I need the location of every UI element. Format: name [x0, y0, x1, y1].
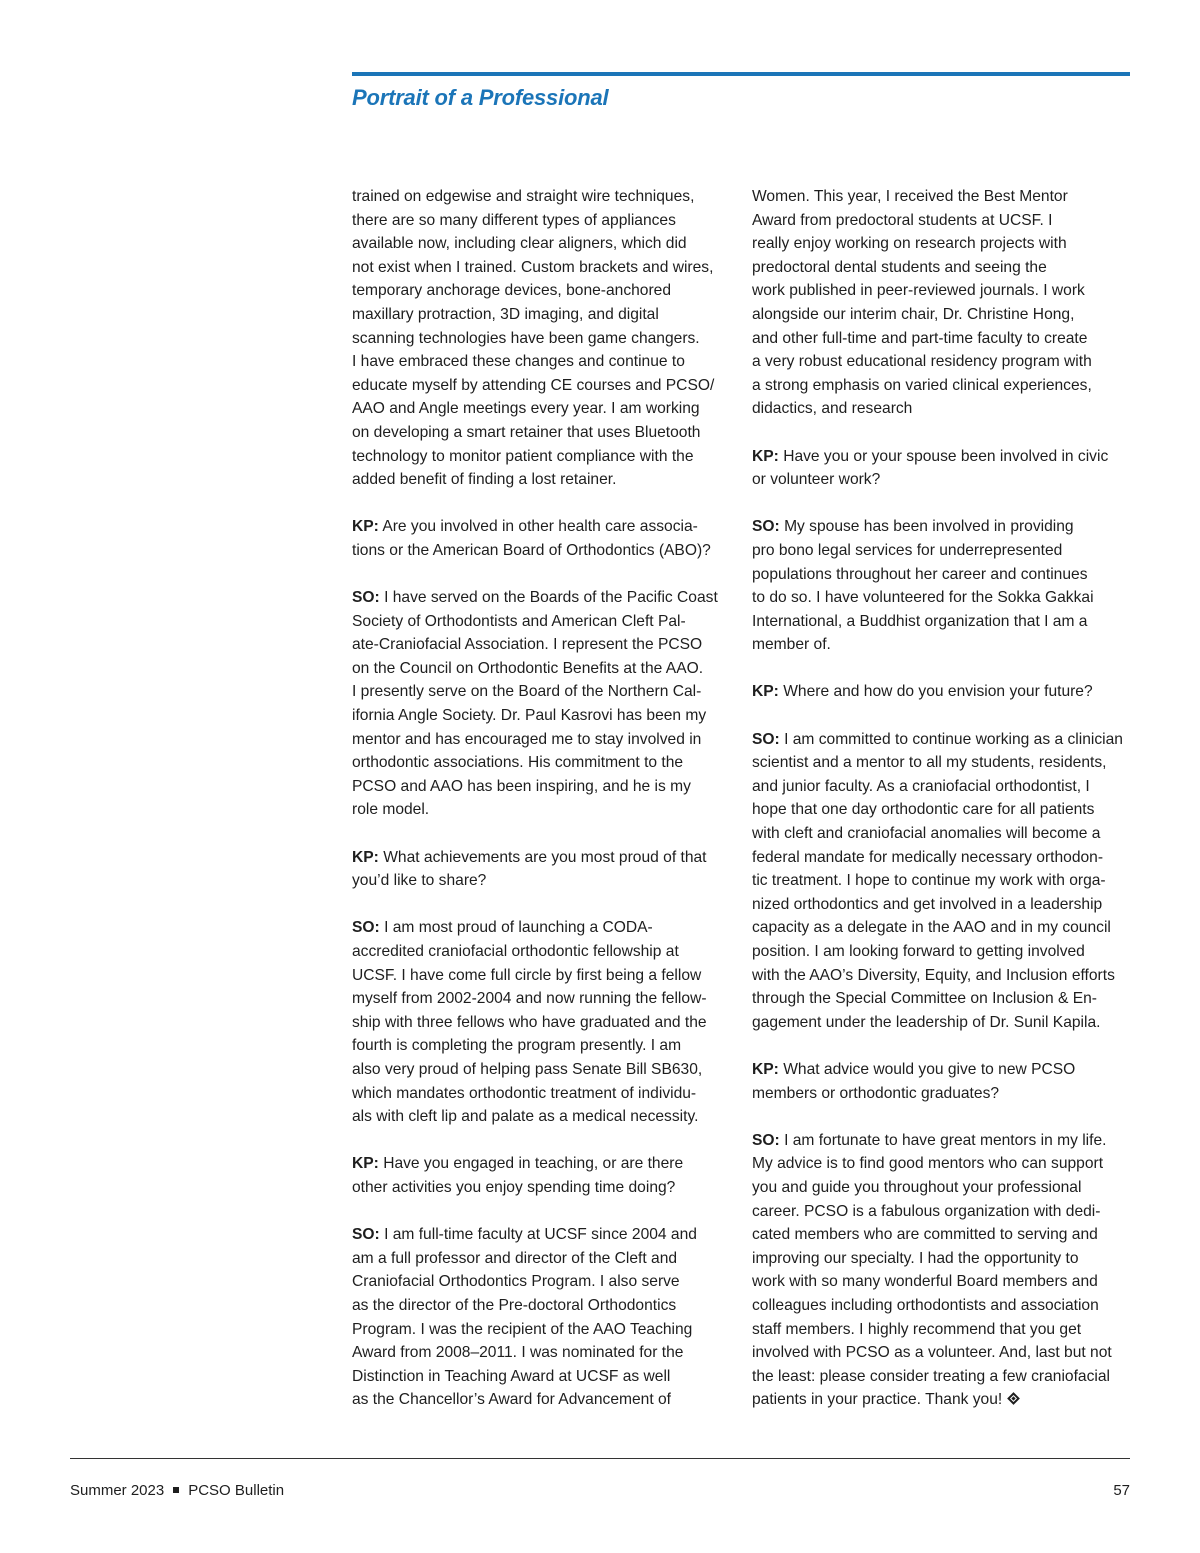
text-line: Craniofacial Orthodontics Program. I also serve — [352, 1273, 680, 1291]
text-line: educate myself by attending CE courses and PCSO/ — [352, 376, 715, 394]
text-line: pro bono legal services for underrepresented — [752, 541, 1063, 559]
text-line: didactics, and research — [752, 400, 913, 418]
text-line: fourth is completing the program presently. I am — [352, 1037, 682, 1055]
text-line: I have embraced these changes and continue to — [352, 353, 685, 371]
speaker-label: KP: — [352, 1155, 379, 1173]
speaker-label: SO: — [352, 919, 380, 937]
continued-paragraph — [352, 185, 734, 492]
text-line: myself from 2002-2004 and now running the fellow- — [352, 990, 707, 1008]
text-line: or volunteer work? — [752, 471, 881, 489]
text-line: Where and how do you envision your future? — [778, 683, 1093, 701]
text-line: What advice would you give to new PCSO — [778, 1060, 1076, 1078]
text-line: really enjoy working on research projects with — [752, 235, 1067, 253]
text-line: on the Council on Orthodontic Benefits at the AAO. — [352, 659, 704, 677]
text-line: I am full-time faculty at UCSF since 2004 and — [379, 1226, 697, 1244]
text-line: colleagues including orthodontists and association — [752, 1296, 1099, 1314]
text-line: and junior faculty. As a craniofacial orthodontist, I — [752, 777, 1090, 795]
footer-publication: PCSO Bulletin — [188, 1482, 285, 1499]
left-column — [352, 185, 734, 1412]
speaker-label: SO: — [352, 589, 380, 607]
text-line: through the Special Committee on Inclusion & En- — [752, 990, 1097, 1008]
text-line: a strong emphasis on varied clinical experiences, — [752, 376, 1092, 394]
text-line: improving our specialty. I had the opportunity to — [752, 1249, 1079, 1267]
text-line: I presently serve on the Board of the Northern Cal- — [352, 683, 702, 701]
text-line: Women. This year, I received the Best Mentor — [752, 188, 1068, 205]
answer-paragraph — [352, 586, 734, 822]
text-line: My advice is to find good mentors who can support — [752, 1155, 1104, 1173]
text-line: Society of Orthodontists and American Cleft Pal- — [352, 612, 686, 630]
text-line: available now, including clear aligners, which did — [352, 235, 687, 253]
text-line: you’d like to share? — [352, 872, 487, 890]
text-line: scientist and a mentor to all my students, residents, — [752, 754, 1107, 772]
speaker-label: KP: — [752, 683, 779, 701]
text-line: which mandates orthodontic treatment of individu- — [352, 1084, 697, 1102]
text-line: ate-Craniofacial Association. I represent the PCSO — [352, 636, 703, 654]
question-paragraph — [752, 445, 1134, 492]
speaker-label: SO: — [752, 518, 780, 536]
end-of-article-icon — [1007, 1392, 1020, 1405]
text-line: I am fortunate to have great mentors in my life. — [779, 1131, 1107, 1149]
text-line: trained on edgewise and straight wire techniques, — [352, 188, 695, 205]
text-line: gagement under the leadership of Dr. Sunil Kapila. — [752, 1013, 1101, 1031]
text-line: added benefit of finding a lost retainer. — [352, 471, 617, 489]
question-paragraph — [752, 680, 1134, 704]
text-line: alongside our interim chair, Dr. Christine Hong, — [752, 305, 1075, 323]
text-line: the least: please consider treating a few craniofacial — [752, 1367, 1110, 1385]
text-line: tic treatment. I hope to continue my work with orga- — [752, 872, 1106, 890]
text-line: also very proud of helping pass Senate Bill SB630, — [352, 1060, 703, 1078]
header-rule — [352, 72, 1130, 76]
text-line: cated members who are committed to serving and — [752, 1226, 1098, 1244]
speaker-label: SO: — [352, 1226, 380, 1244]
square-bullet-icon — [173, 1487, 179, 1493]
answer-paragraph — [752, 1129, 1134, 1412]
speaker-label: SO: — [752, 730, 780, 748]
text-line: work published in peer-reviewed journals. I work — [752, 282, 1085, 300]
question-paragraph — [352, 1152, 734, 1199]
speaker-label: SO: — [752, 1131, 780, 1149]
text-line: to do so. I have volunteered for the Sokka Gakkai — [752, 589, 1094, 607]
speaker-label: KP: — [352, 848, 379, 866]
text-line: capacity as a delegate in the AAO and in my council — [752, 919, 1111, 937]
continued-paragraph — [752, 185, 1134, 421]
text-line: orthodontic associations. His commitment to the — [352, 754, 684, 772]
footer-rule — [70, 1458, 1130, 1459]
text-line: PCSO and AAO has been inspiring, and he is my — [352, 777, 691, 795]
question-paragraph — [352, 515, 734, 562]
text-line: there are so many different types of appliances — [352, 211, 676, 229]
section-title: Portrait of a Professional — [352, 85, 609, 110]
question-paragraph — [752, 1058, 1134, 1105]
text-line: I am most proud of launching a CODA- — [379, 919, 653, 937]
footer-issue-info — [70, 1480, 284, 1502]
text-line: Distinction in Teaching Award at UCSF as well — [352, 1367, 671, 1385]
text-line: Have you or your spouse been involved in civic — [778, 447, 1109, 465]
text-line: am a full professor and director of the Cleft and — [352, 1249, 678, 1267]
text-line: a very robust educational residency program with — [752, 353, 1092, 371]
question-paragraph — [352, 846, 734, 893]
text-line: scanning technologies have been game changers. — [352, 329, 700, 347]
text-line: als with cleft lip and palate as a medical necessity. — [352, 1108, 699, 1126]
text-line: I am committed to continue working as a clinician — [779, 730, 1123, 748]
text-line: technology to monitor patient compliance with the — [352, 447, 694, 465]
text-line: mentor and has encouraged me to stay involved in — [352, 730, 702, 748]
text-line: work with so many wonderful Board members and — [752, 1273, 1098, 1291]
speaker-label: KP: — [352, 518, 379, 536]
text-line: with cleft and craniofacial anomalies will become a — [752, 825, 1101, 843]
text-line: staff members. I highly recommend that you get — [752, 1320, 1082, 1338]
text-line: temporary anchorage devices, bone-anchored — [352, 282, 672, 300]
text-line: I have served on the Boards of the Pacific Coast — [379, 589, 718, 607]
text-line: as the director of the Pre-doctoral Orthodontics — [352, 1296, 677, 1314]
text-line: accredited craniofacial orthodontic fellowship at — [352, 943, 679, 960]
text-line: Award from 2008–2011. I was nominated for the — [352, 1344, 684, 1362]
text-line: tions or the American Board of Orthodontics (ABO)? — [352, 541, 711, 559]
text-line: on developing a smart retainer that uses Bluetooth — [352, 423, 701, 441]
text-line: maxillary protraction, 3D imaging, and digital — [352, 305, 659, 323]
text-line: patients in your practice. Thank you! — [752, 1391, 1003, 1409]
text-line: members or orthodontic graduates? — [752, 1084, 1000, 1102]
text-line: International, a Buddhist organization that I am a — [752, 612, 1088, 630]
text-line: nized orthodontics and get involved in a leadership — [752, 895, 1103, 913]
answer-paragraph — [752, 728, 1134, 1035]
speaker-label: KP: — [752, 447, 779, 465]
text-line: and other full-time and part-time faculty to create — [752, 329, 1088, 347]
text-line: career. PCSO is a fabulous organization with dedi- — [752, 1202, 1101, 1220]
text-line: member of. — [752, 636, 831, 654]
text-line: What achievements are you most proud of that — [378, 848, 707, 866]
text-line: not exist when I trained. Custom brackets and wires, — [352, 258, 714, 276]
text-line: Are you involved in other health care associa- — [378, 518, 698, 536]
text-line: ifornia Angle Society. Dr. Paul Kasrovi has been my — [352, 707, 707, 725]
text-line: hope that one day orthodontic care for all patients — [752, 801, 1095, 819]
text-line: populations throughout her career and continues — [752, 565, 1088, 583]
text-line: ship with three fellows who have graduated and the — [352, 1013, 707, 1031]
text-line: My spouse has been involved in providing — [779, 518, 1074, 536]
text-line: with the AAO’s Diversity, Equity, and Inclusion efforts — [752, 966, 1115, 984]
text-line: other activities you enjoy spending time doing? — [352, 1178, 676, 1196]
speaker-label: KP: — [752, 1060, 779, 1078]
answer-paragraph — [352, 1223, 734, 1412]
text-line: Have you engaged in teaching, or are there — [378, 1155, 684, 1173]
text-line: federal mandate for medically necessary orthodon- — [752, 848, 1104, 866]
text-line: role model. — [352, 801, 430, 819]
text-line: as the Chancellor’s Award for Advancement of — [352, 1391, 671, 1409]
text-line: predoctoral dental students and seeing the — [752, 258, 1047, 276]
text-line: you and guide you throughout your professional — [752, 1178, 1082, 1196]
text-line: Award from predoctoral students at UCSF. I — [752, 211, 1053, 229]
page-number: 57 — [1113, 1482, 1130, 1499]
answer-paragraph — [352, 916, 734, 1128]
text-line: involved with PCSO as a volunteer. And, last but not — [752, 1344, 1112, 1362]
footer-issue: Summer 2023 — [70, 1482, 165, 1499]
text-line: AAO and Angle meetings every year. I am working — [352, 400, 700, 418]
answer-paragraph — [752, 515, 1134, 657]
right-column — [752, 185, 1134, 1412]
text-line: UCSF. I have come full circle by first being a fellow — [352, 966, 702, 984]
text-line: position. I am looking forward to getting involved — [752, 943, 1085, 960]
text-line: Program. I was the recipient of the AAO Teaching — [352, 1320, 693, 1338]
